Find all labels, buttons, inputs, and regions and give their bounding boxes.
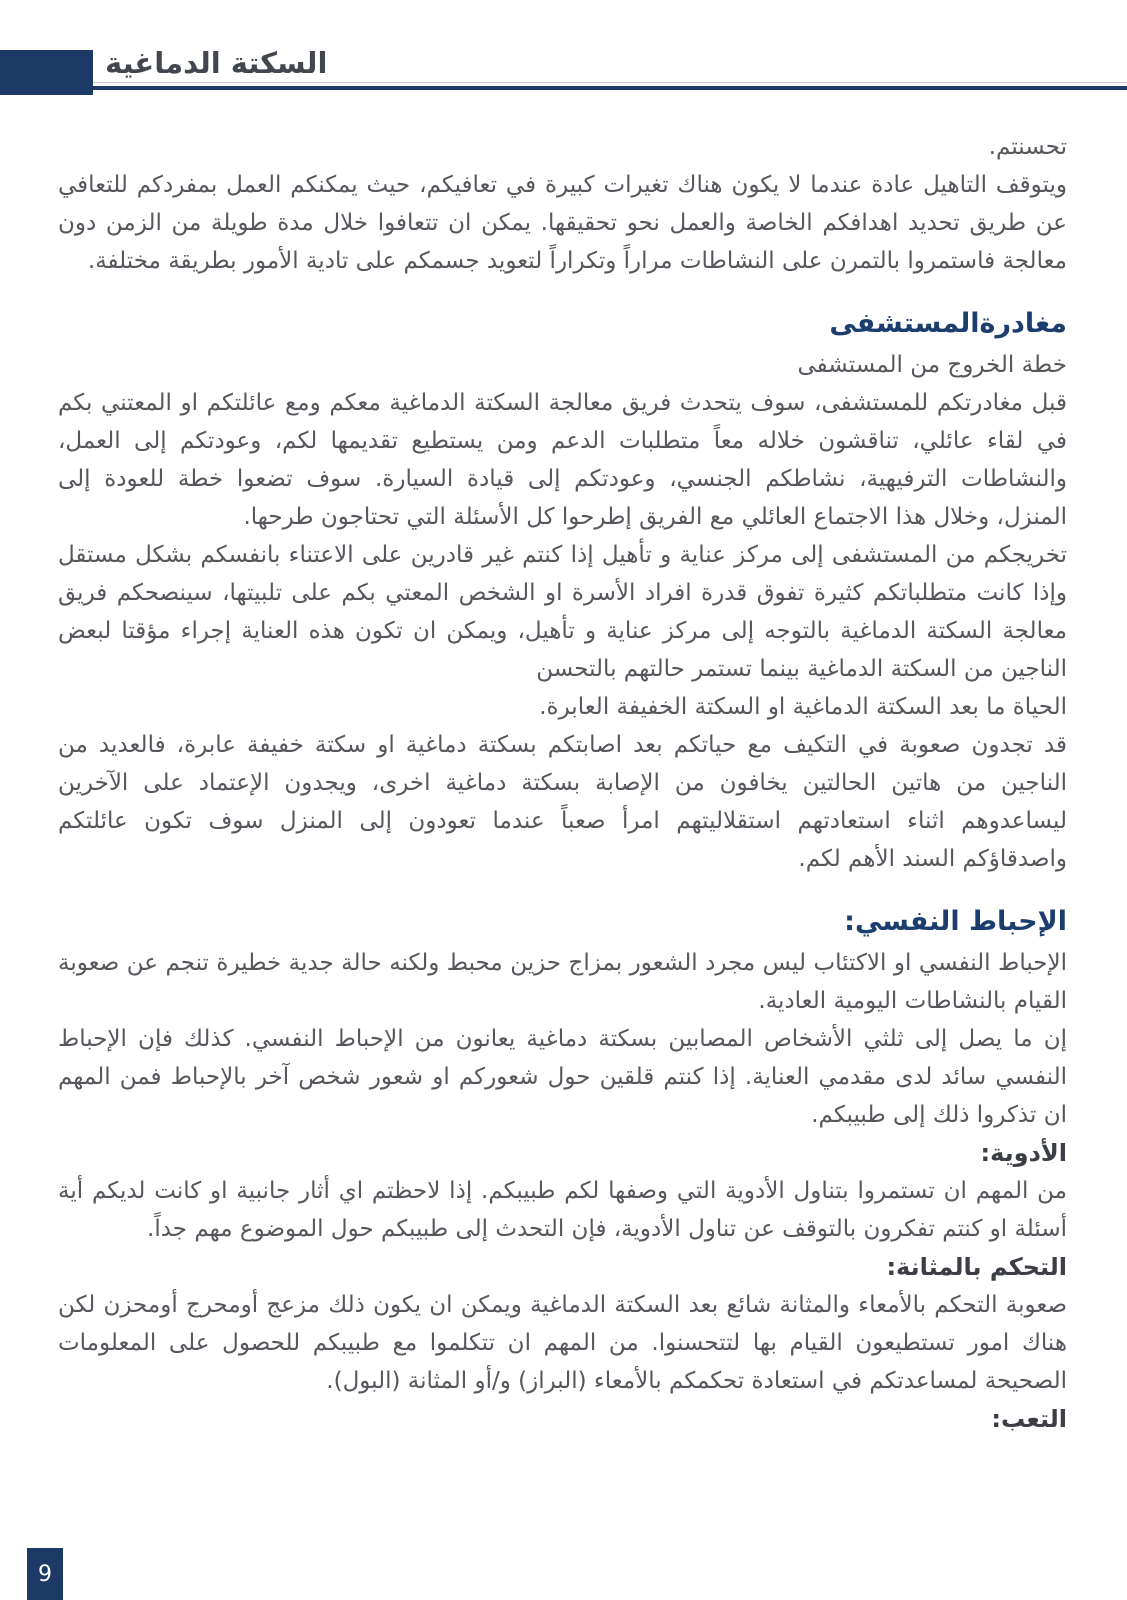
section-heading-fatigue: التعب: [991,1405,1067,1433]
paragraph-depression-intro: الإحباط النفسي او الاكتئاب ليس مجرد الشعور بمزاج حزين محبط ولكنه حالة جدية خطيرة تنجم عن صعوبة القيام بالنشاطات اليومية العادية. [58,950,1067,1014]
page-number-badge [27,1548,63,1600]
paragraph-depression-stats: إن ما يصل إلى ثلثي الأشخاص المصابين بسكتة دماغية يعانون من الإحباط النفسي. كذلك فإن الإحباط النفسي سائد لدى مقدمي العناية. إذا كنتم قلقين حول شعوركم او شعور شخص آخر بالإحباط فمن المهم ان تذكروا ذلك إلى طبيبكم. [58,1026,1067,1128]
subheading-discharge-plan: خطة الخروج من المستشفى [797,352,1067,378]
page-title: السكتة الدماغية [105,46,328,80]
header-accent-block [0,50,93,95]
document-body [58,128,1067,1438]
header-rule [93,86,1127,90]
page-header [0,0,1127,110]
page-number: 9 [38,1561,52,1587]
paragraph-medications: من المهم ان تستمروا بتناول الأدوية التي وصفها لكم طبيبكم. إذا لاحظتم اي أثار جانبية او كانت لديكم أية أسئلة او كنتم تفكرون بالتوقف عن تناول الأدوية، فإن التحدث إلى طبيبكم حول الموضوع مهم جداً. [58,1178,1067,1242]
paragraph-bladder-control: صعوبة التحكم بالأمعاء والمثانة شائع بعد السكتة الدماغية ويمكن ان يكون ذلك مزعج أومحرج أومحزن لكن هناك امور تستطيعون القيام بها لتتحسنوا. من المهم ان تتكلموا مع طبيبكم للحصول على المعلومات الصحيحة لمساعدتكم في استعادة تحكمكم بالأمعاء (البراز) و/أو المثانة (البول). [58,1292,1067,1394]
paragraph-adjusting: قد تجدون صعوبة في التكيف مع حياتكم بعد اصابتكم بسكتة دماغية او سكتة خفيفة عابرة، فالعديد من الناجين من هاتين الحالتين يخافون من الإصابة بسكتة دماغية اخرى، ويجدون الإعتماد على الآخرين ليساعدوهم اثناء استعادتهم استقلاليتهم امرأ صعباً عندما تعودون إلى المنزل سوف تكون عائلتكم واصدقاؤكم السند الأهم لكم. [58,732,1067,872]
section-heading-leaving-hospital: مغادرةالمستشفى [829,308,1067,339]
section-heading-medications: الأدوية: [980,1139,1067,1167]
section-heading-depression: الإحباط النفسي: [844,906,1067,937]
paragraph-life-after-stroke: الحياة ما بعد السكتة الدماغية او السكتة الخفيفة العابرة. [539,694,1067,720]
header-hairline [93,82,1127,83]
paragraph-rehab-stop: ويتوقف التاهيل عادة عندما لا يكون هناك تغيرات كبيرة في تعافيكم، حيث يمكنكم العمل بمفردكم للتعافي عن طريق تحديد اهدافكم الخاصة والعمل نحو تحقيقها. يمكن ان تتعافوا خلال مدة طويلة من الزمن دون معالجة فاستمروا بالتمرن على النشاطات مراراً وتكراراً لتعويد جسمكم على تادية الأمور بطريقة مختلفة. [58,172,1067,274]
paragraph-family-meeting: قبل مغادرتكم للمستشفى، سوف يتحدث فريق معالجة السكتة الدماغية معكم ومع عائلتكم او المعتني بكم في لقاء عائلي، تناقشون خلاله معاً متطلبات الدعم ومن يستطيع تقديمها لكم، وعودتكم إلى العمل، والنشاطات الترفيهية، نشاطكم الجنسي، وعودتكم إلى قيادة السيارة. سوف تضعوا خطة للعودة إلى المنزل، وخلال هذا الاجتماع العائلي مع الفريق إطرحوا كل الأسئلة التي تحتاجون طرحها. [58,390,1067,530]
paragraph-care-center: تخريجكم من المستشفى إلى مركز عناية و تأهيل إذا كنتم غير قادرين على الاعتناء بانفسكم بشكل مستقل وإذا كانت متطلباتكم كثيرة تفوق قدرة افراد الأسرة او الشخص المعتي بكم على تلبيتها، سينصحكم فريق معالجة السكتة الدماغية بالتوجه إلى مركز عناية و تأهيل، ويمكن ان تكون هذه العناية إجراء مؤقتا لبعض الناجين من السكتة الدماغية بينما تستمر حالتهم بالتحسن [58,542,1067,682]
section-heading-bladder-control: التحكم بالمثانة: [886,1253,1067,1281]
paragraph-fragment: تحسنتم. [988,134,1067,160]
